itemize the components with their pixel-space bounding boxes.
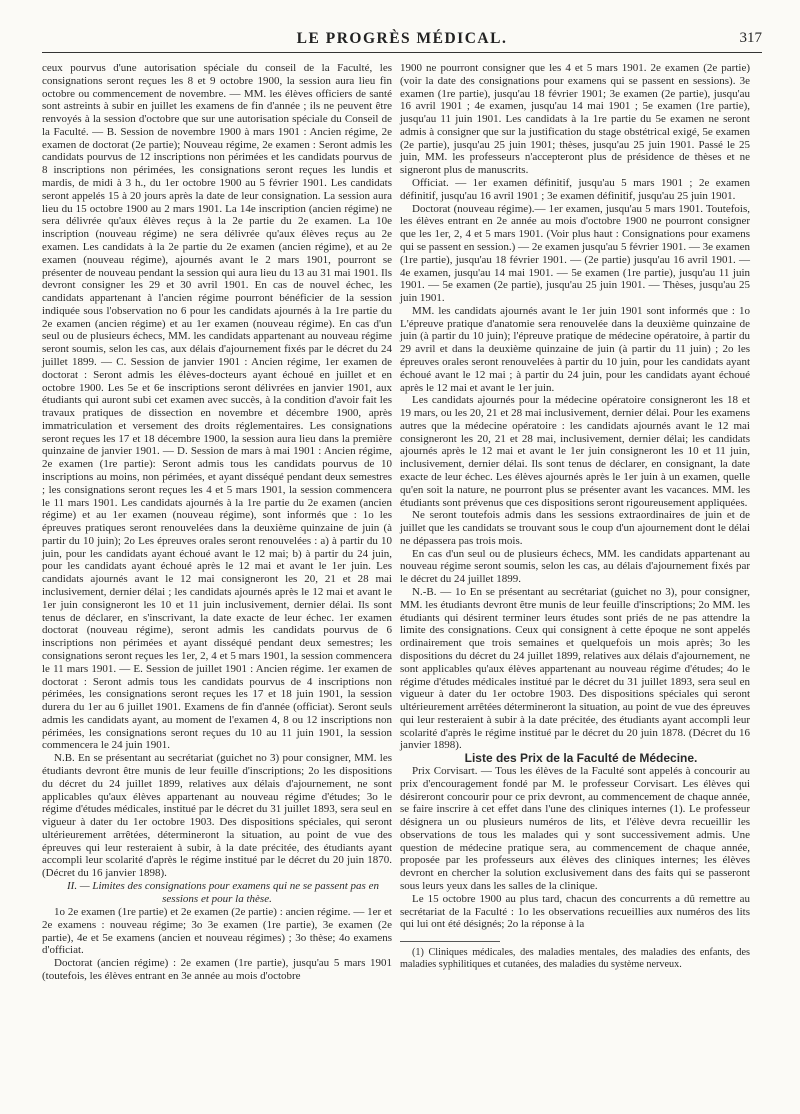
- footnote: (1) Cliniques médicales, des maladies mentales, des maladies des enfants, des maladies syphilitiques et cutanées, des maladies du système nerveux.: [400, 947, 750, 971]
- section-heading: II. — Limites des consignations pour examens qui ne se passent pas en sessions et pour la thèse.: [67, 880, 379, 905]
- paragraph: 1900 ne pourront consigner que les 4 et 5 mars 1901. 2e examen (2e partie) (voir la date des consignations pour examens qui se passent en sessions). 3e examen (1re partie), jusqu'au 18 février 1901; 3e examen (2e partie), jusqu'au 16 avril 1901 ; 4e examen, jusqu'au 14 mai 1901 ; 5e examen (1re partie), jusqu'au 11 juin 1901. Les candidats à la 1re partie du 5e examen ne seront admis à consigner que sur la justification du stage obstétrical exigé, 5e examen (2e partie), jusqu'au 25 juin 1901; thèses, jusqu'au 25 juin 1901. Passé le 25 juin, MM. les professeurs n'accepteront plus de présidence de thèses et ne signeront plus de manuscrits.: [400, 62, 750, 177]
- paragraph: Officiat. — 1er examen définitif, jusqu'au 5 mars 1901 ; 2e examen définitif, jusqu'au 16 avril 1901 ; 3e examen définitif, jusqu'au 25 juin 1901.: [400, 177, 750, 202]
- page-header: [42, 22, 762, 50]
- header-rule: [42, 52, 762, 53]
- paragraph: N.-B. — 1o En se présentant au secrétariat (guichet no 3), pour consigner, MM. les étudiants devront être munis de leur feuille d'inscriptions; 2o MM. les étudiants qui désirent terminer leurs études sont priés de ne pas attendre la limite des consignations. Ceux qui consignent à cette époque ne sont appelés ordinairement que trois semaines et quelquefois un mois après; 3o les dispositions du décret du 24 juillet 1899, relatives aux délais d'ajournement, ne sont applicables qu'aux élèves appartenant au nouveau régime d'études; 4o le régime d'études médicales institué par le décret du 31 juillet 1893, sera seul en vigueur à dater du 1er octobre 1903. Des dispositions spéciales qui seront ultérieurement arrêtées détermineront la situation, au point de vue des épreuves qui leur resteraient à subir à la date précitée, des étudiants ayant accompli leur scolarité d'après le régime institué par le décret du 20 juin 1878. (Décret du 16 janvier 1898).: [400, 586, 750, 752]
- left-column: [42, 62, 392, 1102]
- paragraph: 1o 2e examen (1re partie) et 2e examen (2e partie) : ancien régime. — 1er et 2e examens : nouveau régime; 3o 3e examen (1re partie), 3e examen (2e partie), 4e et 5e examens (ancien et nouveau régimes) ; 3o thèse; 4o examens d'officiat.: [42, 906, 392, 957]
- paragraph: ceux pourvus d'une autorisation spéciale du conseil de la Faculté, les consignations seront reçues les 8 et 9 octobre 1900, la session aura lieu fin octobre ou commencement de novembre. — MM. les élèves officiers de santé sont astreints à subir en juillet les examens de fin d'année ; ils ne peuvent être renvoyés à la session d'octobre que sur une autorisation spéciale du Conseil de la Faculté. — B. Session de novembre 1900 à mars 1901 : Ancien régime, 2e examen de doctorat (2e partie); Nouveau régime, 2e examen : Seront admis les candidats pourvus de 12 inscriptions non périmées et les candidats pourvus de 8 inscriptions non périmées, les consignations seront reçues les lundis et mardis, de midi à 3 h., du 1er octobre 1900 au 5 février 1901. Les candidats seront appelés 15 à 20 jours après la date de leur consignation. La session aura lieu du 15 octobre 1900 au 2 mars 1901. La 14e inscription (ancien régime) ne sera délivrée qu'aux élèves reçus à la 2e partie du 2e examen. La 10e inscription (nouveau régime) ne sera délivrée qu'aux élèves reçus au 2e examen. Les candidats à la 2e partie du 2e examen (ancien régime), et au 2e examen (nouveau régime), ajournés avant le 2 mars 1901, pourront se présenter de nouveau pendant la session qui aura lieu du 13 au 31 mai 1901. Ils devront consigner les 29 et 30 avril 1901. En cas de nouvel échec, les candidats appartenant à l'ancien régime pourront bénéficier de la session indiquée sous l'observation no 6 pour les candidats ajournés à la 1re partie du 2e examen (ancien régime) et au 1er examen (nouveau régime). En cas d'un seul ou de plusieurs échecs, MM. les candidats appartenant au nouveau régime seront soumis, selon les cas, aux délais d'ajournement fixés par le décret du 24 juillet 1899. — C. Session de janvier 1901 : Ancien régime, 1er examen de doctorat : Seront admis les élèves-docteurs ayant échoué en juillet et en octobre 1900. Les 5e et 6e inscriptions seront délivrées en janvier 1901, aux étudiants qui auront subi cet examen avec succès, à la condition d'avoir fait les travaux pratiques de dissection en novembre et décembre 1900, après immatriculation et versement des droits réglementaires. Les consignations seront reçues les 17 et 18 décembre 1900, la session aura lieu dans la première quinzaine de janvier 1901. — D. Session de mars à mai 1901 : Ancien régime, 2e examen (1re partie): Seront admis tous les candidats pourvus de 10 inscriptions au moins, non périmées, et ayant disséqué pendant deux semestres ; les consignations seront reçues les 4 et 5 mars 1901, la session commencera le 11 mars 1901. Les candidats ajournés à la 1re partie du 2e examen (ancien régime) et au 1er examen (nouveau régime), sont informés que : 1o les épreuves pratiques seront renouvelées dans la deuxième quinzaine de juin (à partir du 10 juin); 2o Les épreuves orales seront renouvelées : a) à partir du 10 juin, pour les candidats ayant échoué avant le 12 mai; b) à partir du 24 juin, pour les candidats ayant échoué après le 12 mai et avant le 1er juin. Les candidats ajournés avant le 12 mai consigneront les 20, 21 et 28 mai inclusivement, dernier délai ; les candidats ajournés après le 12 mai et avant le 1er juin consigneront les 10 et 11 juin inclusivement, dernier délai. Ils sont tenus de déclarer, en s'inscrivant, la date exacte de leur échec. 1er examen doctorat (nouveau régime), seront admis les candidats pourvus de 6 inscriptions non périmées et ayant disséqué pendant deux semestres; les consignations seront reçues les 1er, 2, 4 et 5 mars 1901, la session commencera le 11 mars 1901. — E. Session de juillet 1901 : Ancien régime. 1er examen de doctorat : Seront admis tous les candidats pourvus de 4 inscriptions non périmées, les consignations seront reçues les 17 et 18 juin 1901, la session durera du 1er au 6 juillet 1901. Examens de fin d'année (officiat). Seront seuls admis les candidats ayant, au moment de l'examen 4, 8 ou 12 inscriptions non périmées, les consignations seront reçues du 10 au 11 juin 1901, la session commencera le 24 juin 1901.: [42, 62, 392, 752]
- paragraph: Doctorat (ancien régime) : 2e examen (1re partie), jusqu'au 5 mars 1901 (toutefois, les élèves entrant en 3e année au mois d'octobre: [42, 957, 392, 982]
- running-head: LE PROGRÈS MÉDICAL.: [296, 30, 508, 47]
- paragraph: N.B. En se présentant au secrétariat (guichet no 3) pour consigner, MM. les étudiants devront être munis de leur feuille d'inscriptions; 2o les dispositions du décret du 24 juillet 1899, relatives aux délais d'ajournement, ne sont applicables qu'aux élèves appartenant au nouveau régime d'études; 3o le régime d'études médicales, institué par le décret du 31 juillet 1893, sera seul en vigueur à dater du 1er octobre 1903. Des dispositions spéciales, qui seront ultérieurement arrêtées, détermineront la situation, au point de vue des épreuves qui leur resteraient à subir, à la date précitée, des étudiants ayant accompli leur scolarité d'après le régime institué par le décret du 20 juin 1870. (Décret du 16 janvier 1898).: [42, 752, 392, 880]
- paragraph: MM. les candidats ajournés avant le 1er juin 1901 sont informés que : 1o L'épreuve pratique d'anatomie sera renouvelée dans la deuxième quinzaine de juin (à partir du 10 juin); l'épreuve pratique de médecine opératoire, à partir du 29 avril et dans la deuxième quinzaine de juin (à partir du 11 juin) ; 2o les épreuves orales seront renouvelées à partir du 10 juin, pour les candidats ayant échoué avant le 12 mai ; à partir du 24 juin, pour les candidats ayant échoué après le 12 mai et avant le 1er juin.: [400, 304, 750, 394]
- footnote-rule: [400, 941, 500, 942]
- paragraph: Ne seront toutefois admis dans les sessions extraordinaires de juin et de juillet que les candidats se trouvant sous le coup d'un ajournement dont le délai ne dépassera pas trois mois.: [400, 509, 750, 547]
- paragraph: Les candidats ajournés pour la médecine opératoire consigneront les 18 et 19 mars, ou les 20, 21 et 28 mai inclusivement, dernier délai. Pour les examens autres que la médecine opératoire : les candidats ajournés avant le 12 mai consigneront les 20, 21 et 28 mai, inclusivement, dernier délai; les candidats ajournés après le 12 mai et avant le 1er juin consigneront les 10 et 11 juin, inclusivement, dernier délai. Ils sont tenus de déclarer, en consignant, la date exacte de leur échec. Les élèves ajournés après le 1er juin à un examen, quelle qu'en soit la nature, ne pourront plus se présenter avant les vacances. MM. les étudiants sont prévenus que ces dispositions seront rigoureusement appliquées.: [400, 394, 750, 509]
- paragraph: Prix Corvisart. — Tous les élèves de la Faculté sont appelés à concourir au prix d'encouragement fondé par M. le professeur Corvisart. Les élèves qui désireront concourir pour ce prix devront, au commencement de chaque année, se faire inscrire à cet effet dans l'une des cliniques internes (1). Le professeur désignera un ou plusieurs numéros de lits, et l'élève devra recueillir les observations de tous les malades qui y sont successivement admis. Une question de médecine pratique sera, au commencement de chaque année, proposée par les professeurs aux élèves des cliniques internes; les élèves devront en chercher la solution exclusivement dans des faits qui se passeront sous leurs yeux dans les salles de la clinique.: [400, 764, 750, 892]
- page-number: 317: [739, 30, 762, 46]
- paragraph: En cas d'un seul ou de plusieurs échecs, MM. les candidats appartenant au nouveau régime seront soumis, selon les cas, au délais d'ajournement fixés par le décret du 24 juillet 1899.: [400, 547, 750, 586]
- paragraph: Doctorat (nouveau régime).— 1er examen, jusqu'au 5 mars 1901. Toutefois, les élèves entrant en 2e année au mois d'octobre 1900 ne pourront consigner que les 1er, 2, 4 et 5 mars 1901. (Voir plus haut : Consignations pour examens qui se passent en session.) — 2e examen jusqu'au 5 février 1901. — 3e examen (1re partie), jusqu'au 18 février 1901. — (2e partie) jusqu'au 16 avril 1901. — 4e examen, jusqu'au 14 mai 1901. — 5e examen (1re partie), jusqu'au 11 juin 1901. — 5e examen (2e partie), jusqu'au 25 juin 1901. — Thèses, jusqu'au 25 juin 1901.: [400, 202, 750, 305]
- list-title: Liste des Prix de la Faculté de Médecine.: [464, 751, 698, 766]
- paragraph: Le 15 octobre 1900 au plus tard, chacun des concurrents a dû remettre au secrétariat de la Faculté : 1o les observations recueillies aux numéros des lits qui lui ont été désignés; 2o la réponse à la: [400, 892, 750, 931]
- right-column: [400, 62, 750, 1102]
